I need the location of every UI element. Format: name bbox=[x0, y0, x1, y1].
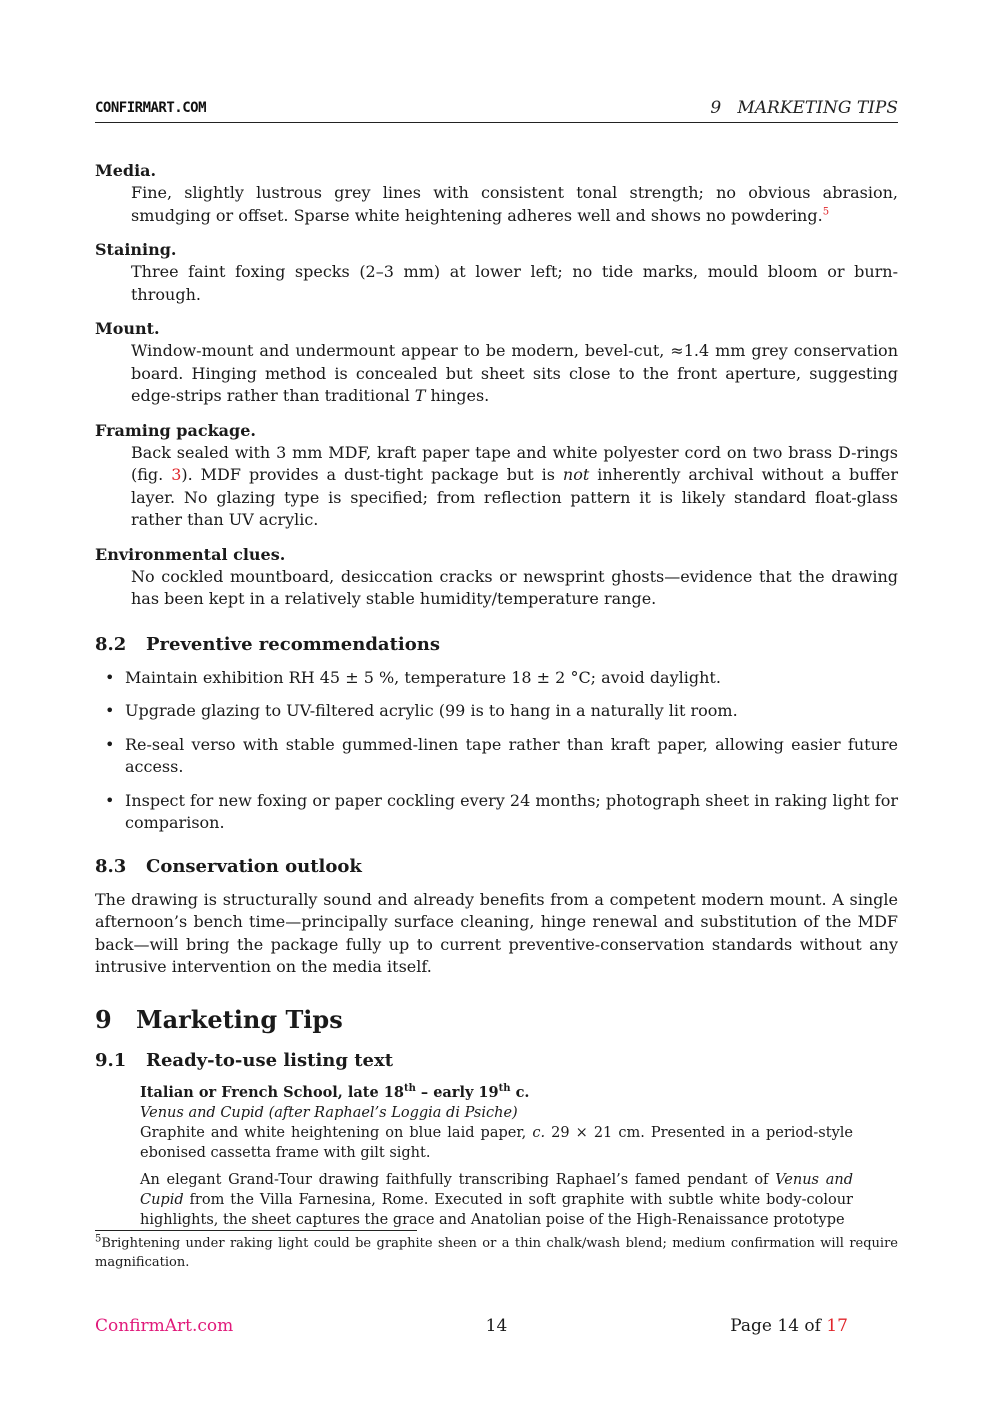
listing-desc-title: Venus and Cupid bbox=[140, 1171, 853, 1208]
listing-medium bbox=[140, 1123, 853, 1163]
desc-framing-not: not bbox=[562, 465, 590, 484]
listing-title-sup1: th bbox=[403, 1082, 416, 1094]
term-staining: Staining. bbox=[95, 240, 177, 259]
header-logo: CONFIRMART.COM bbox=[95, 100, 207, 116]
heading-9-number: 9 bbox=[95, 1004, 112, 1034]
desc-environmental: No cockled mountboard, desiccation cracks or newsprint ghosts—evidence that the drawing has been kept in a relatively stable humidity/temperature range. bbox=[131, 566, 898, 608]
listing-title-sup2: th bbox=[498, 1082, 511, 1094]
listing-medium-a: Graphite and white heightening on blue laid paper, bbox=[140, 1124, 533, 1141]
desc-mount-a: Window-mount and undermount appear to be modern, bevel-cut, ≈1.4 mm grey conservation board. Hinging method is concealed but sheet sits close to the front aperture, suggesting edge-strips rather than traditional bbox=[131, 341, 898, 405]
desc-framing bbox=[131, 442, 898, 532]
heading-9-1-title: Ready-to-use listing text bbox=[146, 1049, 394, 1071]
desc-framing-a: Back sealed with 3 mm MDF, kraft paper tape and white polyester cord on two brass D-rings (fig. bbox=[131, 442, 898, 484]
desc-framing-c: inherently archival without a buffer layer. No glazing type is specified; from reflection pattern it is likely standard float-glass rather than UV acrylic. bbox=[131, 465, 898, 529]
heading-9 bbox=[95, 1005, 898, 1035]
desc-media-text: Fine, slightly lustrous grey lines with consistent tonal strength; no obvious abrasion, smudging or offset. Sparse white heightening adheres well and shows no powdering. bbox=[131, 183, 898, 225]
heading-9-title: Marketing Tips bbox=[136, 1004, 343, 1034]
header-rule bbox=[95, 122, 898, 123]
list-item bbox=[95, 734, 898, 779]
footnote-rule bbox=[95, 1230, 417, 1231]
heading-8-3-number: 8.3 bbox=[95, 855, 127, 877]
heading-9-1 bbox=[95, 1049, 898, 1073]
term-mount: Mount. bbox=[95, 319, 160, 338]
desc-staining: Three faint foxing specks (2–3 mm) at lower left; no tide marks, mould bloom or burn-through. bbox=[131, 262, 898, 304]
listing-block bbox=[140, 1083, 853, 1230]
listing-description bbox=[140, 1170, 853, 1230]
listing-title-b: – early 19 bbox=[415, 1083, 499, 1101]
list-item-text: Maintain exhibition RH 45 ± 5 %, temperature 18 ± 2 °C; avoid daylight. bbox=[125, 667, 721, 687]
listing-medium-b: 29 × 21 cm. Presented in a period-style ebonised cassetta frame with gilt sight. bbox=[140, 1124, 853, 1161]
list-item-text: Re-seal verso with stable gummed-linen tape rather than kraft paper, allowing easier future access. bbox=[125, 734, 898, 776]
bullet-icon: • bbox=[105, 701, 115, 720]
listing-desc-b: from the Villa Farnesina, Rome. Executed in soft graphite with subtle white body-colour highlights, the sheet captures the grace and Anatolian poise of the High-Renaissance prototype bbox=[140, 1191, 853, 1228]
desc-mount bbox=[131, 340, 898, 408]
desc-media bbox=[131, 182, 898, 227]
main-content bbox=[95, 160, 898, 1230]
heading-8-2 bbox=[95, 633, 898, 657]
heading-8-2-number: 8.2 bbox=[95, 633, 127, 655]
desc-framing-b: ). MDF provides a dust-tight package but is bbox=[181, 465, 563, 484]
heading-9-1-number: 9.1 bbox=[95, 1049, 127, 1071]
bullet-icon: • bbox=[105, 790, 115, 810]
bullet-icon: • bbox=[105, 667, 115, 687]
footer-page-prefix: Page 14 of bbox=[730, 1316, 827, 1336]
term-media: Media. bbox=[95, 161, 157, 180]
listing-title-a: Italian or French School, late 18 bbox=[140, 1083, 404, 1101]
heading-8-2-title: Preventive recommendations bbox=[146, 633, 440, 655]
heading-8-3 bbox=[95, 855, 898, 879]
footnote-text: Brightening under raking light could be graphite sheen or a thin chalk/wash blend; medium confirmation will require magnification. bbox=[95, 1236, 898, 1270]
list-item-text: Upgrade glazing to UV-filtered acrylic (99 is to hang in a naturally lit room. bbox=[125, 701, 738, 720]
footer-page-count bbox=[730, 1316, 848, 1336]
heading-8-3-title: Conservation outlook bbox=[146, 855, 362, 877]
desc-mount-b: hinges. bbox=[425, 386, 490, 405]
footnote-number: 5 bbox=[95, 1233, 102, 1245]
list-item-text: Inspect for new foxing or paper cockling every 24 months; photograph sheet in raking light for comparison. bbox=[125, 790, 898, 832]
bullet-icon: • bbox=[105, 734, 115, 754]
figure-ref-3[interactable]: 3 bbox=[171, 465, 182, 484]
header-section-title: 9 MARKETING TIPS bbox=[710, 98, 898, 118]
listing-title-c: c. bbox=[510, 1083, 530, 1101]
footnote bbox=[95, 1234, 898, 1272]
footer-site-link[interactable]: ConfirmArt.com bbox=[95, 1316, 234, 1336]
footer-total-pages-link[interactable]: 17 bbox=[826, 1316, 848, 1336]
list-item bbox=[95, 667, 898, 690]
conservation-outlook-text: The drawing is structurally sound and already benefits from a competent modern mount. A single afternoon’s bench time—principally surface cleaning, hinge renewal and substitution of the MDF back—will bring the package fully up to current preventive-conservation standards without any intrusive intervention on the media itself. bbox=[95, 889, 898, 976]
listing-desc-a: An elegant Grand-Tour drawing faithfully transcribing Raphael’s famed pendant of bbox=[140, 1171, 776, 1188]
list-item bbox=[95, 790, 898, 835]
list-item bbox=[95, 700, 898, 723]
listing-subtitle: Venus and Cupid (after Raphael’s Loggia di Psiche) bbox=[140, 1104, 518, 1121]
recommendations-list bbox=[95, 667, 898, 835]
term-environmental: Environmental clues. bbox=[95, 544, 286, 564]
desc-mount-t: T bbox=[414, 386, 426, 405]
listing-title bbox=[140, 1083, 853, 1103]
term-framing: Framing package. bbox=[95, 420, 256, 440]
condition-list bbox=[95, 160, 898, 611]
footnote-ref-5[interactable]: 5 bbox=[822, 206, 830, 218]
listing-medium-circa: c. bbox=[532, 1124, 546, 1141]
footer-page-number: 14 bbox=[485, 1316, 508, 1336]
